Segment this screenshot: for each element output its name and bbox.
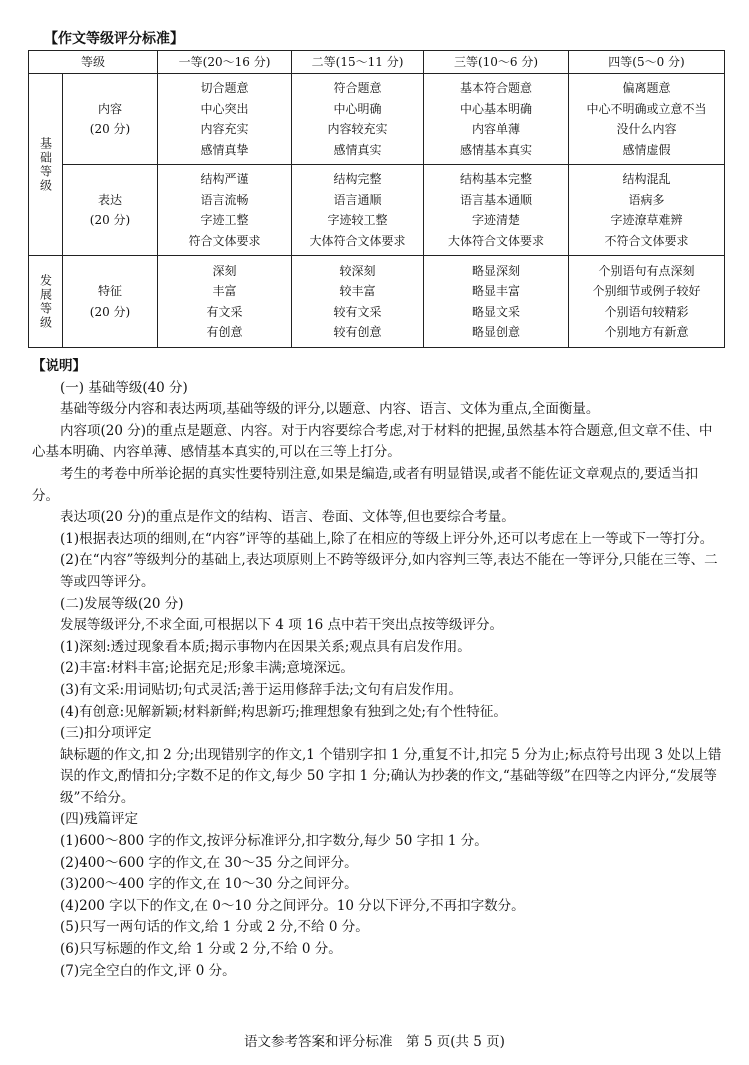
item-label: 内容 xyxy=(98,101,123,116)
note-paragraph: (2)400～600 字的作文,在 30～35 分之间评分。 xyxy=(60,854,358,871)
criterion: 中心基本明确 xyxy=(460,101,533,116)
criterion: 丰富 xyxy=(212,284,237,298)
table-row-content xyxy=(29,74,725,165)
item-cell xyxy=(63,165,158,256)
item-score: (20 分) xyxy=(89,304,131,319)
criterion: 较有文采 xyxy=(333,304,382,319)
item-cell xyxy=(63,74,158,165)
criterion: 偏离题意 xyxy=(622,81,671,95)
criterion: 较有创意 xyxy=(333,325,382,339)
criterion: 切合题意 xyxy=(200,81,249,95)
criterion: 结构基本完整 xyxy=(460,172,533,186)
header-level: 等级 xyxy=(29,51,158,74)
criterion: 中心不明确或立意不当 xyxy=(586,101,707,116)
criterion: 个别细节或例子较好 xyxy=(592,284,701,298)
criterion: 个别语句较精彩 xyxy=(604,304,689,319)
criteria-cell xyxy=(424,74,569,165)
item-cell xyxy=(63,256,158,348)
criterion: 略显文采 xyxy=(472,304,521,319)
note-paragraph: 基础等级分内容和表达两项,基础等级的评分,以题意、内容、语言、文体为重点,全面衡量。 xyxy=(60,401,600,418)
criterion: 略显深刻 xyxy=(472,263,521,278)
criterion: 中心明确 xyxy=(333,101,382,116)
criterion: 语言基本通顺 xyxy=(460,192,533,207)
note-paragraph: (5)只写一两句话的作文,给 1 分或 2 分,不给 0 分。 xyxy=(60,919,369,936)
criterion: 个别语句有点深刻 xyxy=(598,263,695,278)
item-label: 特征 xyxy=(98,284,123,298)
section-heading: (二)发展等级(20 分) xyxy=(60,595,184,612)
note-paragraph: 内容项(20 分)的重点是题意、内容。对于内容要综合考虑,对于材料的把握,虽然基本符合题意,但文章不佳、中心基本明确、内容单薄、感情基本真实的,可以在三等上打分。 xyxy=(32,422,713,461)
note-paragraph: 发展等级评分,不求全面,可根据以下 4 项 16 点中若干突出点按等级评分。 xyxy=(60,617,504,634)
criterion: 内容充实 xyxy=(200,122,249,136)
section-heading: (三)扣分项评定 xyxy=(60,725,152,742)
criteria-cell xyxy=(424,165,569,256)
note-paragraph: (1)根据表达项的细则,在“内容”评等的基础上,除了在相应的等级上评分外,还可以考虑在上一等或下一等打分。 xyxy=(60,530,714,547)
criteria-cell xyxy=(569,74,725,165)
criterion: 内容较充实 xyxy=(327,122,388,136)
group-basic-level xyxy=(29,74,63,256)
criterion: 语病多 xyxy=(628,192,665,207)
criteria-cell xyxy=(569,165,725,256)
criterion: 语言流畅 xyxy=(200,192,249,207)
criterion: 有文采 xyxy=(206,304,243,319)
criteria-cell xyxy=(292,256,424,348)
criterion: 中心突出 xyxy=(200,101,249,116)
criterion: 结构混乱 xyxy=(622,172,671,186)
item-label: 表达 xyxy=(98,192,123,207)
criteria-cell xyxy=(158,165,292,256)
rubric-heading: 【作文等级评分标准】 xyxy=(44,31,184,47)
criteria-cell xyxy=(292,74,424,165)
criterion: 感情基本真实 xyxy=(460,142,533,157)
criterion: 结构完整 xyxy=(333,172,382,186)
header-grade-3: 三等(10～6 分) xyxy=(424,51,569,74)
section-heading: (一) 基础等级(40 分) xyxy=(60,379,188,396)
criteria-cell xyxy=(292,165,424,256)
note-paragraph: (4)有创意:见解新颖;材料新鲜;构思新巧;推理想象有独到之处;有个性特征。 xyxy=(60,703,507,720)
criterion: 结构严谨 xyxy=(200,172,249,186)
criterion: 符合文体要求 xyxy=(188,233,261,248)
criteria-cell xyxy=(158,256,292,348)
page-footer: 语文参考答案和评分标准 第 5 页(共 5 页) xyxy=(244,1034,505,1050)
note-paragraph: (3)有文采:用词贴切;句式灵活;善于运用修辞手法;文句有启发作用。 xyxy=(60,681,462,698)
criterion: 字迹清楚 xyxy=(472,213,521,227)
note-paragraph: (6)只写标题的作文,给 1 分或 2 分,不给 0 分。 xyxy=(60,941,342,958)
notes-body xyxy=(32,378,722,983)
criterion: 语言通顺 xyxy=(333,192,382,207)
criterion: 没什么内容 xyxy=(616,122,677,136)
note-paragraph: 表达项(20 分)的重点是作文的结构、语言、卷面、文体等,但也要综合考量。 xyxy=(60,509,515,526)
group-development-level xyxy=(29,256,63,348)
criterion: 大体符合文体要求 xyxy=(448,233,545,248)
note-paragraph: (4)200 字以下的作文,在 0～10 分之间评分。10 分以下评分,不再扣字数分。 xyxy=(60,897,525,914)
table-header-row xyxy=(29,51,725,74)
criteria-cell xyxy=(158,74,292,165)
criterion: 大体符合文体要求 xyxy=(309,233,406,248)
criterion: 略显丰富 xyxy=(472,284,521,298)
notes-section xyxy=(32,356,722,982)
note-paragraph: (1)深刻:透过现象看本质;揭示事物内在因果关系;观点具有启发作用。 xyxy=(60,638,471,655)
criterion: 较深刻 xyxy=(339,263,376,278)
grading-table xyxy=(28,50,725,348)
criterion: 基本符合题意 xyxy=(460,81,533,95)
table-row-expression xyxy=(29,165,725,256)
note-paragraph: (3)200～400 字的作文,在 10～30 分之间评分。 xyxy=(60,876,358,893)
criterion: 有创意 xyxy=(206,325,243,339)
criterion: 字迹工整 xyxy=(200,213,249,227)
criteria-cell xyxy=(424,256,569,348)
note-paragraph: (7)完全空白的作文,评 0 分。 xyxy=(60,962,236,979)
criterion: 字迹较工整 xyxy=(327,213,388,227)
criterion: 不符合文体要求 xyxy=(604,233,689,248)
group-label: 基础等级 xyxy=(38,136,53,193)
note-paragraph: (2)丰富:材料丰富;论据充足;形象丰满;意境深远。 xyxy=(60,660,354,677)
item-score: (20 分) xyxy=(89,213,131,227)
note-paragraph: (2)在“内容”等级判分的基础上,表达项原则上不跨等级评分,如内容判三等,表达不能在一等评分,只能在三等、二等或四等评分。 xyxy=(60,552,718,590)
criteria-cell xyxy=(569,256,725,348)
criterion: 字迹潦草难辨 xyxy=(610,213,683,227)
item-score: (20 分) xyxy=(89,122,131,136)
note-paragraph: 缺标题的作文,扣 2 分;出现错别字的作文,1 个错别字扣 1 分,重复不计,扣完 5 分为止;标点符号出现 3 处以上错误的作文,酌情扣分;字数不足的作文,每少 50 字扣 1 分;确认为抄袭的作文,“基础等级”在四等之内评分,“发展等级”不给分。 xyxy=(60,746,722,806)
criterion: 个别地方有新意 xyxy=(604,325,689,339)
table-row-feature xyxy=(29,256,725,348)
note-paragraph: (1)600～800 字的作文,按评分标准评分,扣字数分,每少 50 字扣 1 分。 xyxy=(60,833,488,850)
criterion: 感情真挚 xyxy=(200,142,249,157)
criterion: 深刻 xyxy=(212,263,237,278)
criterion: 较丰富 xyxy=(339,284,376,298)
criterion: 内容单薄 xyxy=(472,122,521,136)
header-grade-2: 二等(15～11 分) xyxy=(292,51,424,74)
group-label: 发展等级 xyxy=(38,273,53,330)
criterion: 略显创意 xyxy=(472,325,521,339)
section-heading: (四)残篇评定 xyxy=(60,811,139,828)
note-paragraph: 考生的考卷中所举论据的真实性要特别注意,如果是编造,或者有明显错误,或者不能佐证文章观点的,要适当扣分。 xyxy=(32,465,699,504)
header-grade-1: 一等(20～16 分) xyxy=(158,51,292,74)
criterion: 符合题意 xyxy=(333,81,382,95)
criterion: 感情虚假 xyxy=(622,142,671,157)
notes-title: 【说明】 xyxy=(32,358,86,374)
header-grade-4: 四等(5～0 分) xyxy=(569,51,725,74)
criterion: 感情真实 xyxy=(333,142,382,157)
